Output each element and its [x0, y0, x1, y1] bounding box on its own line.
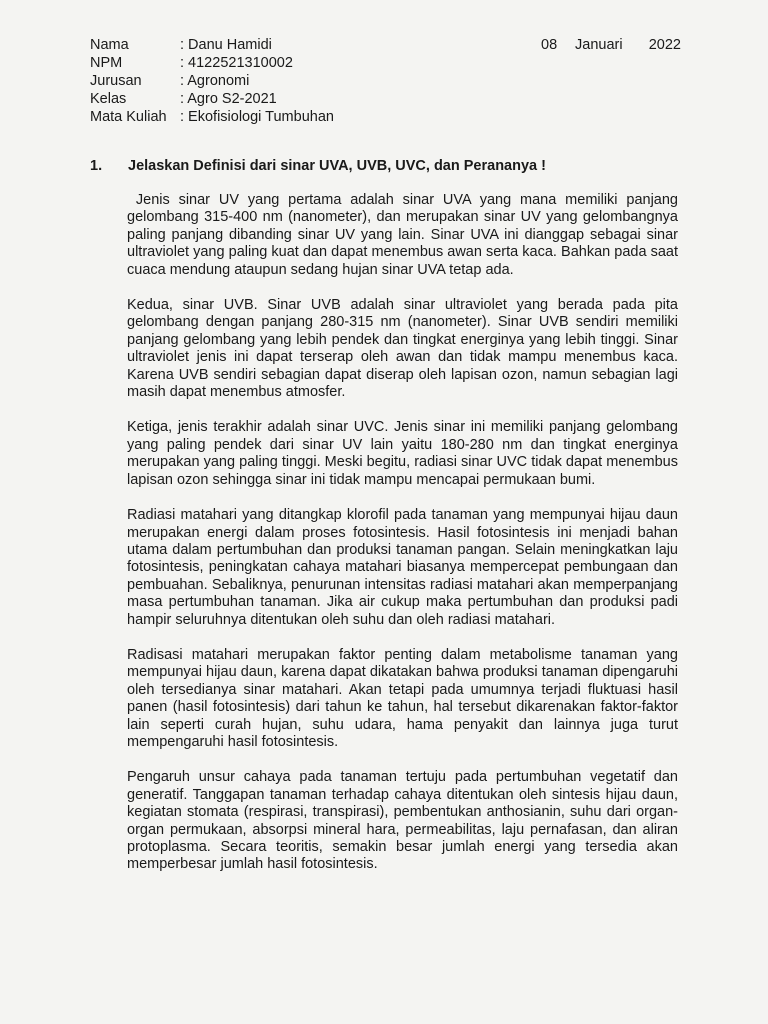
question-heading: [90, 157, 690, 175]
info-label: Nama: [90, 37, 129, 53]
info-value: : 4122521310002: [180, 55, 293, 71]
info-value: : Ekofisiologi Tumbuhan: [180, 109, 334, 125]
question-number: 1.: [90, 158, 103, 174]
paragraph-radiasi: Radiasi matahari yang ditangkap klorofil pada tanaman yang mempunyai hijau daun merupakan energi dalam proses fotosintesis. Hasil fotosintesis ini menjadi bahan utama dalam pertumbuhan dan produksi tanaman pangan. Selain meningkatkan laju fotosintesis, peningkatan cahaya matahari biasanya mempercepat pembungaan dan pembuahan. Sebaliknya, penurunan intensitas radiasi matahari akan memperpanjang masa pertumbuhan tanaman. Jika air cukup maka pertumbuhan dan produksi padi hampir seluruhnya ditentukan oleh suhu dan oleh radiasi matahari.: [127, 507, 678, 628]
info-label: Mata Kuliah: [90, 109, 167, 125]
info-label: Kelas: [90, 91, 127, 107]
paragraph-uvb: Kedua, sinar UVB. Sinar UVB adalah sinar ultraviolet yang berada pada pita gelombang dengan panjang 280-315 nm (nanometer). Sinar UVB sendiri memiliki panjang gelombang yang lebih pendek dan tingkat energinya yang lebih tinggi. Sinar ultraviolet jenis ini dapat terserap oleh awan dan tidak mampu menembus kaca. Karena UVB sendiri sebagian dapat diserap oleh lapisan ozon, namun sebagian lagi masih dapat menembus atmosfer.: [127, 297, 678, 401]
date-month: Januari: [575, 37, 623, 53]
info-value: : Agro S2-2021: [180, 91, 277, 107]
info-row-npm: [90, 54, 334, 72]
answer-body: [127, 192, 683, 892]
info-value: : Danu Hamidi: [180, 37, 272, 53]
paragraph-metabolisme: Radisasi matahari merupakan faktor penting dalam metabolisme tanaman yang mempunyai hijau daun, karena dapat dikatakan bahwa produksi tanaman dipengaruhi oleh tersedianya sinar matahari. Akan tetapi pada umumnya terjadi fluktuasi hasil panen (hasil fotosintesis) dari tahun ke tahun, hal tersebut dikarenakan faktor-faktor lain seperti curah hujan, suhu udara, hama penyakit dan lainnya juga turut mempengaruhi hasil fotosintesis.: [127, 646, 678, 750]
info-row-kelas: [90, 90, 334, 108]
info-row-mata-kuliah: [90, 108, 334, 126]
date-year: 2022: [648, 37, 681, 53]
info-row-jurusan: [90, 72, 334, 90]
info-label: Jurusan: [90, 73, 142, 89]
info-row-name: [90, 36, 334, 54]
info-value: : Agronomi: [180, 73, 250, 89]
document-date: [541, 36, 681, 54]
paragraph-uva: Jenis sinar UV yang pertama adalah sinar UVA yang mana memiliki panjang gelombang 315-400 nm (nanometer), dan merupakan sinar UV yang gelombangnya paling panjang dibanding sinar UV yang lain. Sinar UVA ini dianggap sebagai sinar ultraviolet yang paling kuat dan dapat menembus awan serta kaca. Bahkan pada saat cuaca mendung ataupun sedang hujan sinar UVA tetap ada.: [127, 192, 683, 278]
info-label: NPM: [90, 55, 123, 71]
student-info: [90, 36, 334, 126]
paragraph-uvc: Ketiga, jenis terakhir adalah sinar UVC. Jenis sinar ini memiliki panjang gelombang yang paling pendek dari sinar UV lain yaitu 180-280 nm dan tingkat energinya merupakan yang paling tinggi. Meski begitu, radiasi sinar UVC tidak dapat menembus lapisan ozon sehingga sinar ini tidak mampu mencapai permukaan bumi.: [127, 419, 678, 488]
date-day: 08: [541, 37, 558, 53]
question-text: Jelaskan Definisi dari sinar UVA, UVB, UVC, dan Perananya !: [128, 158, 546, 174]
paragraph-pengaruh-cahaya: Pengaruh unsur cahaya pada tanaman tertuju pada pertumbuhan vegetatif dan generatif. Tanggapan tanaman terhadap cahaya ditentukan oleh sintesis hijau daun, kegiatan stomata (respirasi, transpirasi), pembentukan anthosianin, suhu dari organ- organ permukaan, absorpsi mineral hara, permeabilitas, laju pernafasan, dan aliran protoplasma. Secara teoritis, semakin besar jumlah energi yang tersedia akan memperbesar jumlah hasil fotosintesis.: [127, 769, 678, 873]
